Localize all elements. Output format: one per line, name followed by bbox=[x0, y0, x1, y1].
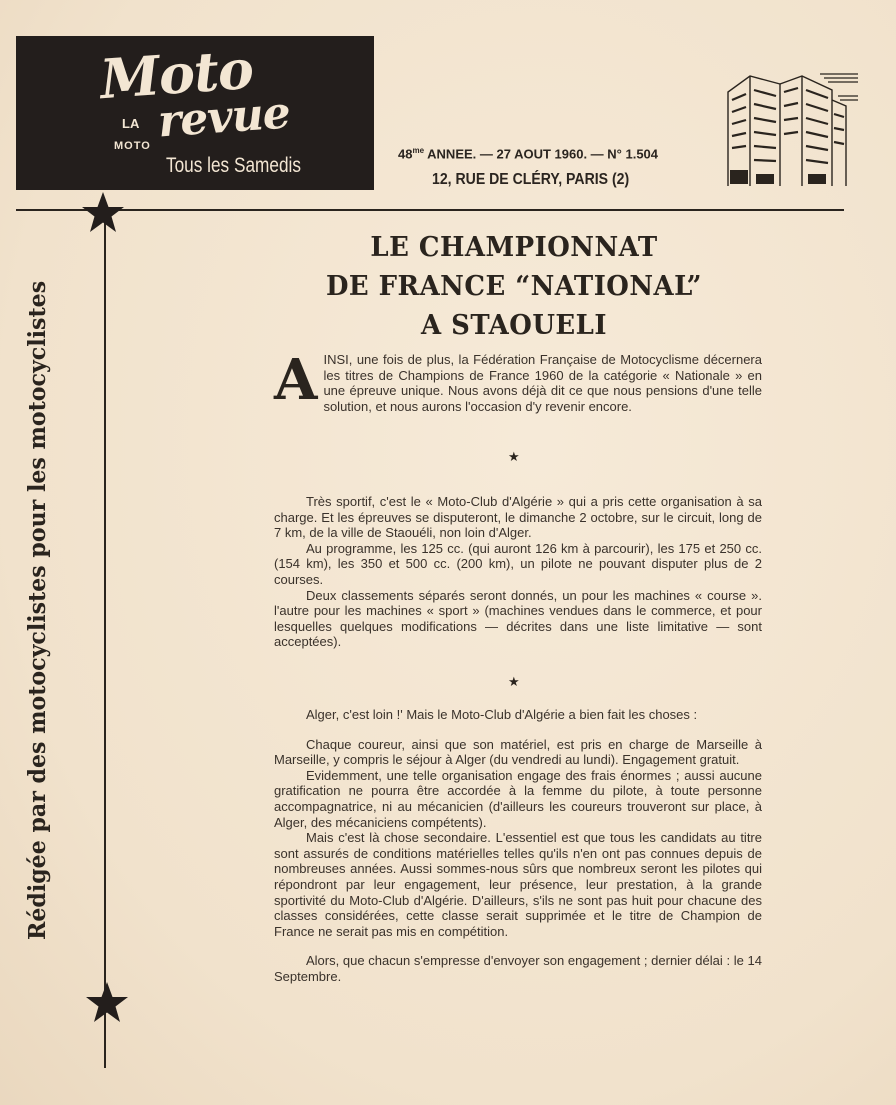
issue-details: ANNEE. — 27 AOUT 1960. — N° 1.504 bbox=[424, 146, 659, 162]
paragraph: Mais c'est là chose secondaire. L'essentiel est que tous les candidats au titre sont assurés de conditions matérielles telles qu'ils n'en ont pas connues depuis de nombreuses années. Aussi sommes-nous sûrs que nombreux seront les pilotes qui répondront par leur engagement, leur présence, leur prestation, à la grande sportivité du Moto-Club d'Algérie. D'ailleurs, s'ils ne sont pas huit pour chacune des classes considérées, cette classe serait supprimée et le titre de Champion de France ne serait pas mis en compétition. bbox=[274, 830, 762, 939]
left-vertical-rule bbox=[104, 218, 106, 1068]
tagline: Tous les Samedis bbox=[166, 154, 301, 177]
issue-line bbox=[398, 146, 718, 161]
headline-line-1: LE CHAMPIONNAT bbox=[370, 232, 658, 263]
logo-small-moto-text: MOTO bbox=[114, 140, 151, 152]
issue-year-sup: me bbox=[412, 146, 425, 155]
paragraph: Evidemment, une telle organisation engage des frais énormes ; aussi aucune gratification ne pourra être accordée à la femme du pilote, à toute personne accompagnatrice, ni au mécanicien (d'ailleurs les coureurs trouveront sur place, à Alger, des mécaniciens compétents). bbox=[274, 767, 762, 830]
section-divider-star-icon: ★ bbox=[508, 675, 520, 690]
closing-paragraph: Alors, que chacun s'empresse d'envoyer son engagement ; dernier délai : le 14 Septembre. bbox=[274, 953, 762, 984]
article-section-3 bbox=[274, 707, 762, 985]
building-illustration-icon bbox=[720, 70, 860, 188]
article-intro bbox=[274, 347, 762, 414]
intro-paragraph: INSI, une fois de plus, la Fédération Française de Motocyclisme décernera les titres de Champions de France 1960 de la catégorie « Nationale » en une épreuve unique. Nous avons déjà dit ce que nous pensions d'une telle solution, et nous aurons l'occasion d'y revenir encore. bbox=[323, 352, 762, 414]
top-horizontal-rule bbox=[16, 209, 844, 211]
paragraph-gap bbox=[274, 939, 762, 953]
logo-moto-text: Moto bbox=[97, 36, 255, 112]
star-ornament-icon bbox=[80, 190, 126, 236]
paragraph: Deux classements séparés seront donnés, un pour les machines « course ». l'autre pour les machines « sport » (machines vendues dans le commerce, et pour lesquelles quelques modifications — décrites dans une liste limitative — sont acceptées). bbox=[274, 587, 762, 650]
paragraph: Au programme, les 125 cc. (qui auront 126 km à parcourir), les 175 et 250 cc. (154 km), les 350 et 500 cc. (200 km), un pilote ne pouvant disputer plus de 2 courses. bbox=[274, 540, 762, 587]
star-ornament-icon bbox=[84, 980, 130, 1026]
paragraph: Chaque coureur, ainsi que son matériel, est pris en charge de Marseille à Marseille, y compris le séjour à Alger (du vendredi au lundi). Engagement gratuit. bbox=[274, 736, 762, 768]
issue-year: 48 bbox=[398, 146, 413, 162]
headline-line-3: A STAOUELI bbox=[421, 310, 607, 341]
paragraph-gap bbox=[274, 723, 762, 737]
paragraph-lead: Alger, c'est loin !' Mais le Moto-Club d'Algérie a bien fait les choses : bbox=[306, 707, 698, 722]
article-headline bbox=[240, 228, 788, 345]
side-slogan bbox=[20, 280, 56, 940]
logo-la-text: LA bbox=[122, 116, 140, 131]
drop-cap: A bbox=[274, 347, 318, 413]
section-divider-star-icon: ★ bbox=[508, 450, 520, 465]
logo-revue-text: revue bbox=[156, 87, 292, 148]
address: 12, RUE DE CLÉRY, PARIS (2) bbox=[432, 171, 630, 188]
headline-line-2: DE FRANCE “NATIONAL” bbox=[325, 271, 703, 302]
masthead bbox=[16, 36, 374, 190]
article-section-2 bbox=[274, 494, 762, 650]
paragraph: Très sportif, c'est le « Moto-Club d'Algérie » qui a pris cette organisation à sa charge. Et les épreuves se disputeront, le dimanche 2 octobre, sur le circuit, long de 7 km, de la ville de Staouéli, non loin d'Alger. bbox=[274, 494, 762, 541]
side-slogan-text: Rédigée par des motocyclistes pour les motocyclistes bbox=[24, 280, 51, 940]
